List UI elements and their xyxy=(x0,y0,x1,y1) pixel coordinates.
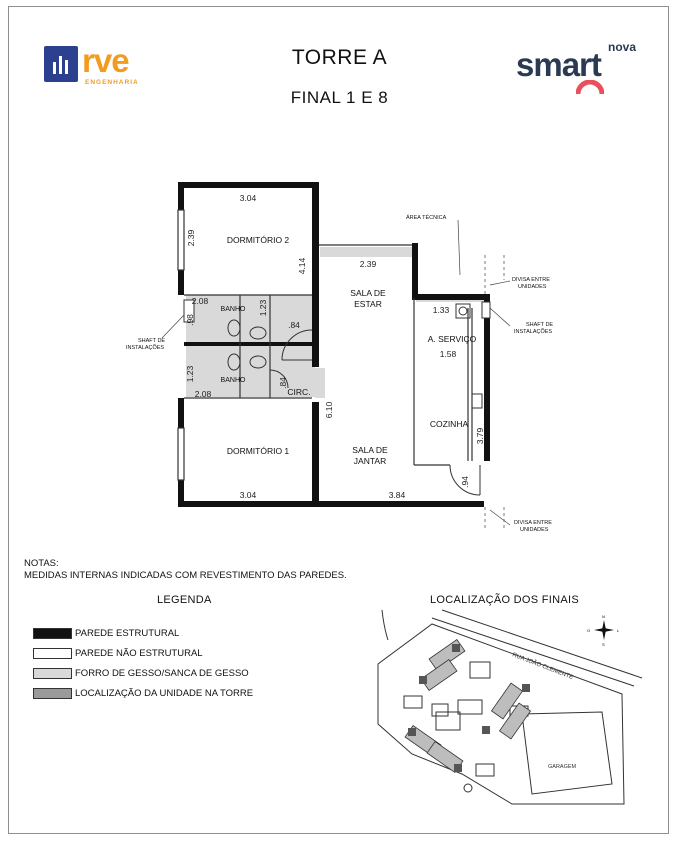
site-garagem: GARAGEM xyxy=(548,764,577,770)
callout-shaft-right-b: INSTALAÇÕES xyxy=(514,329,553,335)
dim-239-left: 2.39 xyxy=(186,229,196,247)
structural-walls xyxy=(178,182,490,507)
room-circ: CIRC. xyxy=(287,387,311,397)
unit-markers xyxy=(408,644,530,772)
callout-divisa-1a: DIVISA ENTRE xyxy=(512,277,550,283)
dim-133: 1.33 xyxy=(432,305,450,315)
dim-094: .94 xyxy=(460,476,470,488)
legend-swatch-nao-estrutural xyxy=(33,648,72,659)
legend-item-estrutural xyxy=(33,626,179,640)
room-banho-bottom: BANHO xyxy=(220,377,246,384)
dim-084-b: .84 xyxy=(278,377,288,389)
callout-divisa-1b: UNIDADES xyxy=(518,284,547,290)
dim-304-top: 3.04 xyxy=(239,193,257,203)
tower-blocks xyxy=(405,640,530,773)
callout-divisa-2b: UNIDADES xyxy=(520,527,549,533)
compass-s: S xyxy=(602,642,605,647)
callout-shaft-left-b: INSTALAÇÕES xyxy=(126,345,165,351)
location-title: LOCALIZAÇÃO DOS FINAIS xyxy=(430,594,580,606)
room-sala-estar-1: SALA DE xyxy=(350,288,386,298)
room-servico: A. SERVIÇO xyxy=(427,334,477,344)
legend-swatch-forro xyxy=(33,668,72,679)
legend-swatch-localizacao xyxy=(33,688,72,699)
dim-384: 3.84 xyxy=(388,490,406,500)
floor-plan xyxy=(110,170,580,550)
dim-610: 6.10 xyxy=(324,401,334,419)
smart-nova-word: nova xyxy=(607,40,636,54)
dim-239-estar: 2.39 xyxy=(359,259,377,269)
legend-label-estrutural: PAREDE ESTRUTURAL xyxy=(75,627,180,639)
rve-brand: rve xyxy=(82,42,129,79)
page-title: TORRE A xyxy=(291,46,388,69)
nova-smart-logo xyxy=(516,40,638,96)
dim-123-a: 1.23 xyxy=(258,299,268,317)
legend-item-forro xyxy=(33,666,249,680)
compass-n: N xyxy=(602,614,605,619)
smart-arc-icon xyxy=(576,80,604,94)
dim-123-b: 1.23 xyxy=(185,365,195,383)
dim-158: 1.58 xyxy=(439,349,457,359)
callout-area-tecnica: ÁREA TÉCNICA xyxy=(406,215,447,221)
dim-208-top: 2.08 xyxy=(191,296,209,306)
callout-divisa-2a: DIVISA ENTRE xyxy=(514,520,552,526)
legend-label-nao-estrutural: PAREDE NÃO ESTRUTURAL xyxy=(75,647,203,659)
dim-098: .98 xyxy=(185,314,195,326)
notes xyxy=(24,558,347,582)
room-sala-jantar-2: JANTAR xyxy=(353,456,387,466)
compass-o: O xyxy=(587,628,591,633)
callout-shaft-right-a: SHAFT DE xyxy=(526,322,554,328)
legend-item-localizacao xyxy=(33,686,253,700)
rve-subtitle: ENGENHARIA xyxy=(85,79,139,86)
dim-379: 3.79 xyxy=(475,427,485,445)
gesso-estar xyxy=(320,247,412,257)
legend-label-localizacao: LOCALIZAÇÃO DA UNIDADE NA TORRE xyxy=(75,687,254,699)
legend-swatch-estrutural xyxy=(33,628,72,639)
room-sala-estar-2: ESTAR xyxy=(354,299,382,309)
room-dorm2: DORMITÓRIO 2 xyxy=(226,235,290,245)
site-street: RUA JOÃO CLEMENTE xyxy=(511,652,574,682)
dim-304-bottom: 3.04 xyxy=(239,490,257,500)
compass-l: L xyxy=(617,628,620,633)
room-sala-jantar-1: SALA DE xyxy=(352,445,388,455)
callout-shaft-left-a: SHAFT DE xyxy=(138,338,166,344)
dim-208-bottom: 2.08 xyxy=(194,389,212,399)
legend-title: LEGENDA xyxy=(157,594,212,606)
notes-label: NOTAS: xyxy=(24,558,59,569)
compass-icon xyxy=(587,614,620,647)
room-cozinha: COZINHA xyxy=(429,419,469,429)
site-plan xyxy=(372,604,652,826)
room-banho-top: BANHO xyxy=(220,306,246,313)
shaft-right xyxy=(482,302,490,318)
room-dorm1: DORMITÓRIO 1 xyxy=(226,446,290,456)
smart-word: smart xyxy=(516,46,601,83)
dim-414: 4.14 xyxy=(297,257,307,275)
gesso-circ xyxy=(315,368,325,398)
legend-label-forro: FORRO DE GESSO/SANCA DE GESSO xyxy=(75,667,249,679)
notes-text: MEDIDAS INTERNAS INDICADAS COM REVESTIMENTO DAS PAREDES. xyxy=(24,570,347,581)
legend-item-nao-estrutural xyxy=(33,646,203,660)
dim-084-a: .84 xyxy=(288,320,300,330)
page-subtitle: FINAL 1 E 8 xyxy=(290,88,389,107)
